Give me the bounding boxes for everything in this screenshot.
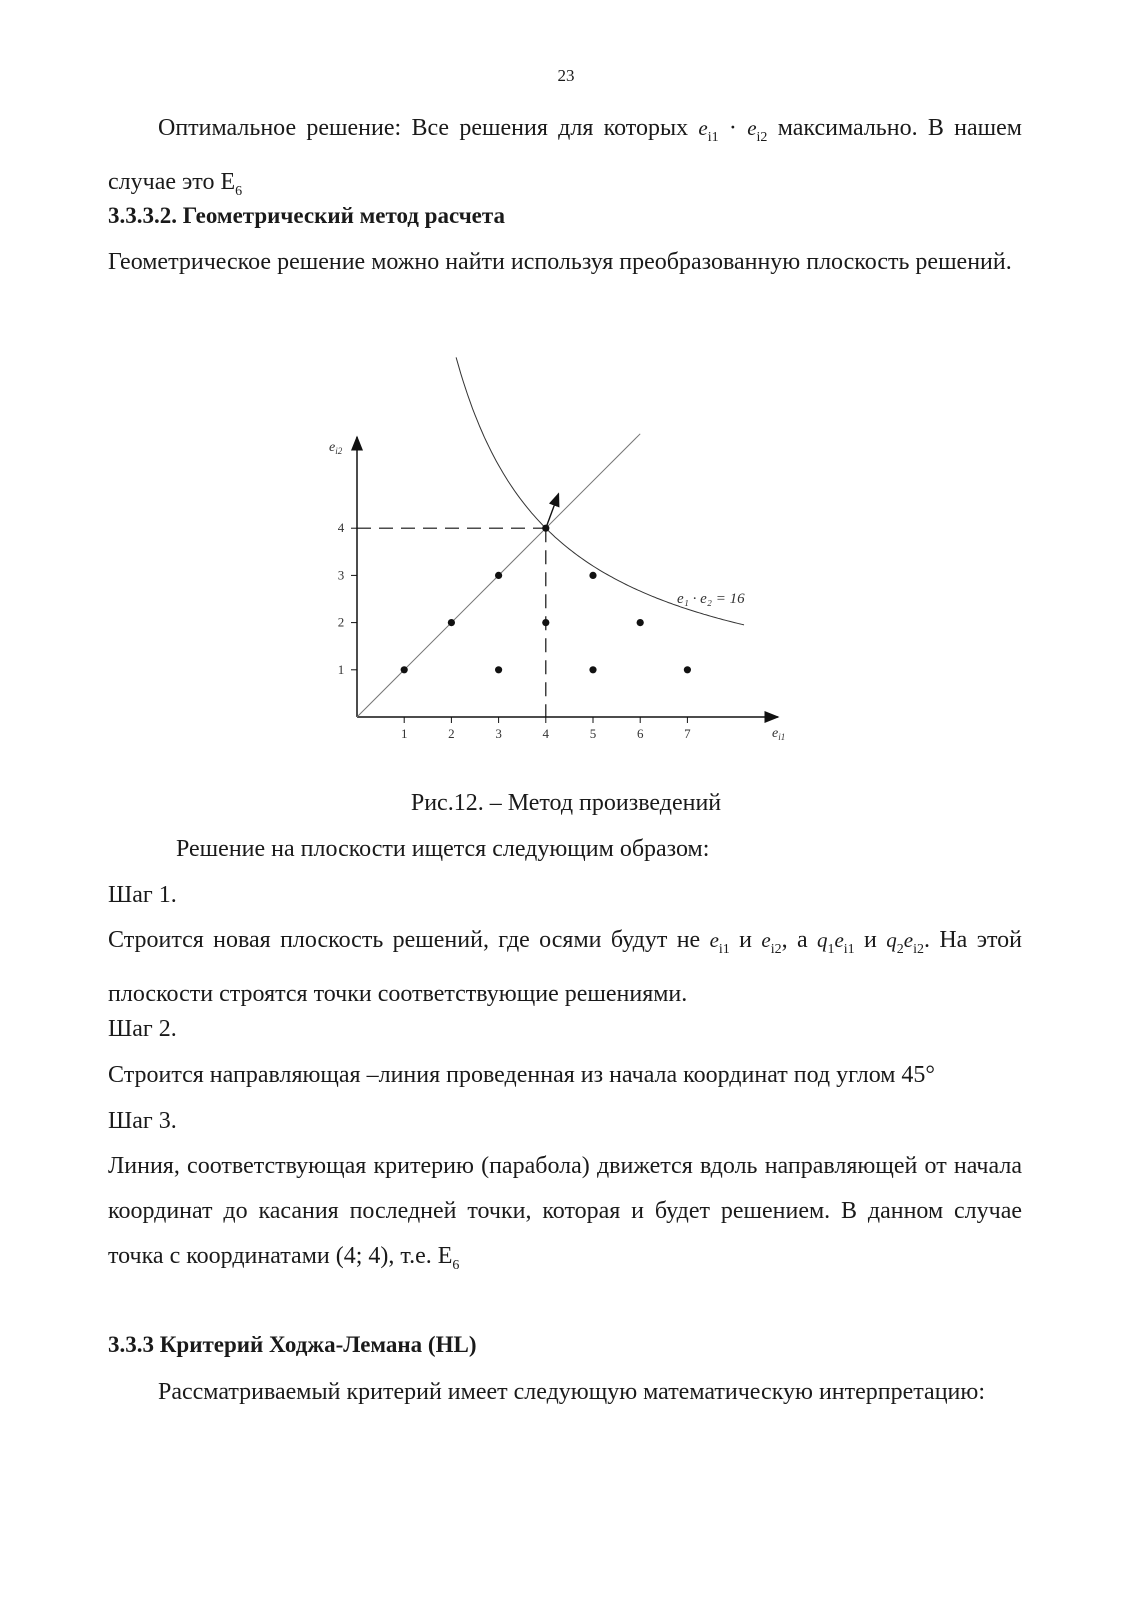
math-sub-1: 1 (827, 941, 835, 957)
intro-solution: Решение на плоскости ищется следующим образом: (176, 836, 710, 862)
hyperbola-curve (456, 357, 744, 625)
paragraph-optimal (108, 106, 1022, 214)
step-1-label: Шаг 1. (108, 882, 177, 908)
math-sub-i1: i1 (843, 941, 855, 957)
subscript-6: 6 (452, 1257, 460, 1273)
section-heading-hl: 3.3.3 Критерий Ходжа-Лемана (HL) (108, 1332, 477, 1357)
direction-arrow (546, 494, 559, 528)
subscript-6: 6 (235, 183, 243, 199)
y-tick-label: 4 (337, 520, 345, 536)
optimal-text-1: Оптимальное решение: Все решения для которых (158, 115, 699, 141)
section-heading-geometric: 3.3.3.2. Геометрический метод расчета (108, 203, 505, 228)
math-sub-i2: i2 (756, 129, 768, 145)
data-point (495, 666, 502, 673)
data-point (495, 572, 502, 579)
y-tick-label: 1 (337, 661, 345, 677)
math-e: e (834, 928, 844, 952)
page-number: 23 (557, 66, 575, 85)
math-sub-i2: i2 (913, 941, 924, 957)
data-point (589, 666, 596, 673)
data-point (542, 619, 549, 626)
math-e: e (903, 928, 914, 952)
x-tick-label: 2 (448, 726, 455, 741)
math-e: e (761, 928, 771, 952)
data-point (448, 619, 455, 626)
data-point (637, 619, 644, 626)
y-tick-label: 2 (337, 614, 345, 630)
step1-text-e: . На этой плоскости строятся точки соответствующие решениями. (108, 927, 1023, 1007)
math-q: q (886, 928, 897, 952)
step1-text-c: , а (781, 927, 817, 953)
step3-text: Линия, соответствующая критерию (парабола) движется вдоль направляющей от начала координат до касания последней точки, которая и будет решением. В данном случае точка с координатами (4; 4), т.е. E (108, 1153, 1022, 1269)
math-sub-i1: i1 (718, 941, 730, 957)
x-tick-label: 4 (542, 726, 550, 741)
x-tick-label: 1 (400, 726, 408, 741)
math-dot: · (718, 115, 748, 141)
math-sub-2: 2 (896, 941, 904, 957)
math-q: q (816, 928, 828, 952)
math-e: e (709, 928, 719, 952)
math-sub-i1: i1 (707, 129, 719, 145)
step1-text-b: и (729, 927, 762, 953)
paragraph-step1 (108, 918, 1022, 1017)
step1-text-d: и (854, 927, 887, 953)
curve-label: e₁ · e₂ = 16 (677, 591, 745, 607)
math-e: e (747, 116, 757, 140)
x-tick-label: 7 (684, 726, 691, 741)
paragraph-geometric: Геометрическое решение можно найти используя преобразованную плоскость решений. (108, 249, 1012, 275)
figure-caption: Рис.12. – Метод произведений (410, 790, 722, 816)
math-e: e (698, 116, 708, 140)
product-method-figure (300, 330, 820, 760)
paragraph-step2: Строится направляющая –линия проведенная из начала координат под углом 45° (108, 1062, 936, 1088)
y-axis-label: $e_{i2}$ (329, 440, 343, 456)
step-2-label: Шаг 2. (108, 1016, 177, 1042)
step-3-label: Шаг 3. (108, 1108, 177, 1134)
data-point (542, 525, 549, 532)
data-point (401, 666, 408, 673)
x-tick-label: 6 (636, 726, 644, 741)
paragraph-step3 (108, 1144, 1022, 1288)
step1-text-a: Строится новая плоскость решений, где осями будут не (108, 927, 710, 953)
x-tick-label: 5 (589, 726, 597, 741)
data-point (589, 572, 596, 579)
optimal-text-2: максимально. В нашем случае это E (108, 115, 1022, 195)
y-tick-label: 3 (337, 567, 345, 583)
paragraph-hl: Рассматриваемый критерий имеет следующую математическую интерпретацию: (158, 1379, 985, 1405)
data-point (684, 666, 691, 673)
math-sub-i2: i2 (770, 941, 782, 957)
x-tick-label: 3 (495, 726, 502, 741)
x-axis-label: $e_{i1}$ (772, 726, 786, 742)
